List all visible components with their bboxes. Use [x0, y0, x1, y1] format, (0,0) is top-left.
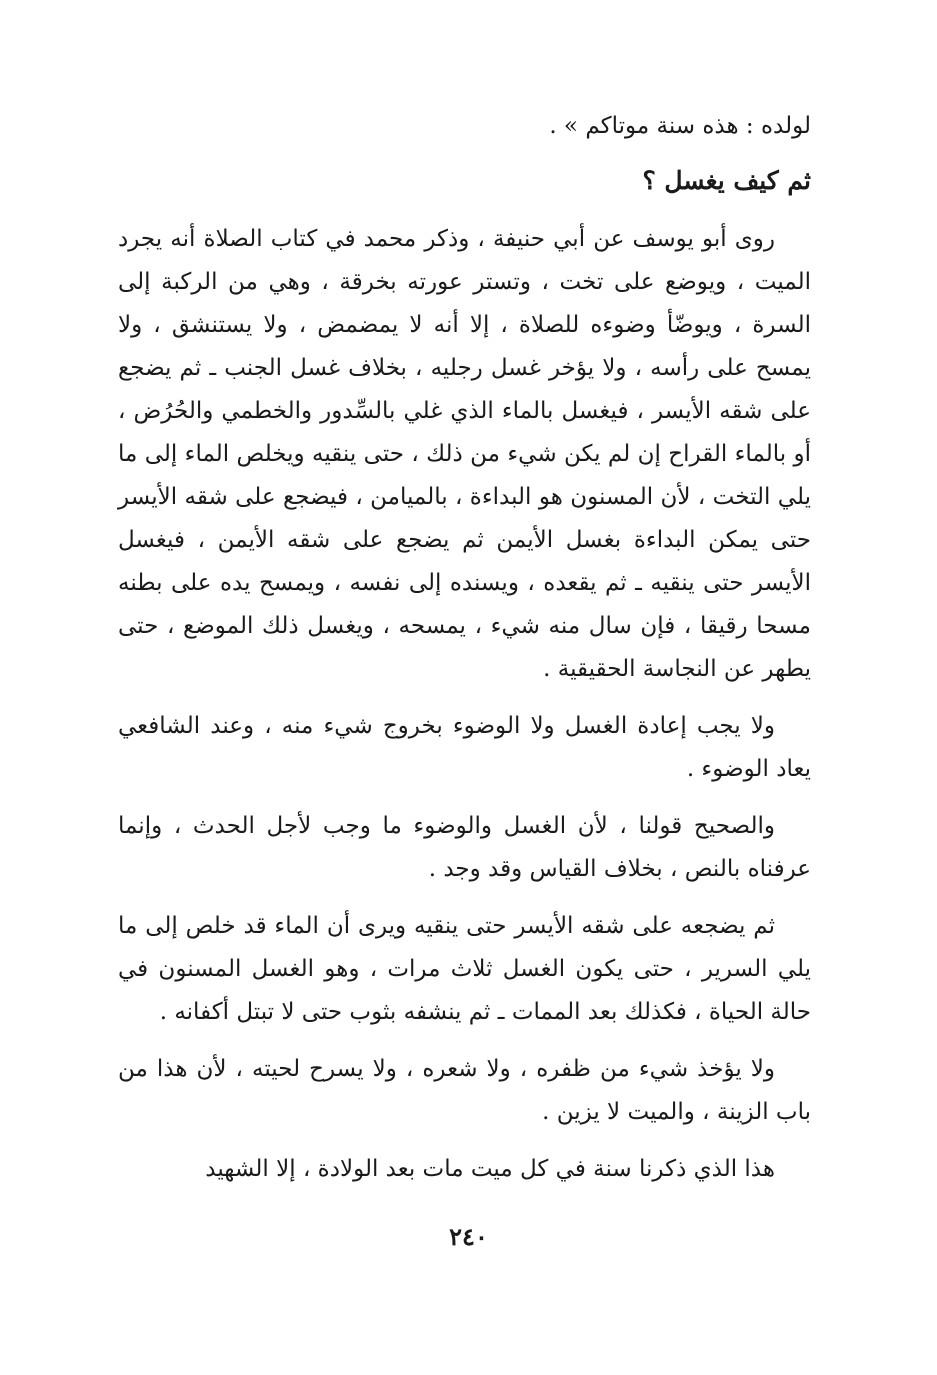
paragraph-3: والصحيح قولنا ، لأن الغسل والوضوء ما وجب لأجل الحدث ، وإنما عرفناه بالنص ، بخلاف القياس وقد وجد .	[118, 813, 811, 882]
page-body	[118, 105, 811, 1205]
paragraph-6: هذا الذي ذكرنا سنة في كل ميت مات بعد الولادة ، إلا الشهيد	[205, 1156, 775, 1182]
section-heading: ثم كيف يغسل ؟	[642, 166, 811, 195]
page-number: ٢٤٠	[449, 1222, 488, 1251]
paragraph-5: ولا يؤخذ شيء من ظفره ، ولا شعره ، ولا يسرح لحيته ، لأن هذا من باب الزينة ، والميت لا يزين .	[118, 1056, 811, 1125]
paragraph-1: روى أبو يوسف عن أبي حنيفة ، وذكر محمد في كتاب الصلاة أنه يجرد الميت ، ويوضع على تخت ، وتستر عورته بخرقة ، وهي من الركبة إلى السرة ، ويوضّأ وضوءه للصلاة ، إلا أنه لا يمضمض ، ولا يستنشق ، ولا يمسح على رأسه ، ولا يؤخر غسل رجليه ، بخلاف غسل الجنب ـ ثم يضجع على شقه الأيسر ، فيغسل بالماء الذي غلي بالسِّدور والخطمي والحُرُض ، أو بالماء القراح إن لم يكن شيء من ذلك ، حتى ينقيه ويخلص الماء إلى ما يلي التخت ، لأن المسنون هو البداءة ، بالميامن ، فيضجع على شقه الأيسر حتى يمكن البداءة بغسل الأيمن ثم يضجع على شقه الأيمن ، فيغسل الأيسر حتى ينقيه ـ ثم يقعده ، ويسنده إلى نفسه ، ويمسح يده على بطنه مسحا رقيقا ، فإن سال منه شيء ، يمسحه ، ويغسل ذلك الموضع ، حتى يطهر عن النجاسة الحقيقية .	[118, 226, 811, 682]
paragraph-4: ثم يضجعه على شقه الأيسر حتى ينقيه ويرى أن الماء قد خلص إلى ما يلي السرير ، حتى يكون الغسل ثلاث مرات ، وهو الغسل المسنون في حالة الحياة ، فكذلك بعد الممات ـ ثم ينشفه بثوب حتى لا تبتل أكفانه .	[118, 913, 811, 1025]
opening-line: لولده : هذه سنة موتاكم » .	[549, 113, 811, 139]
paragraph-2: ولا يجب إعادة الغسل ولا الوضوء بخروج شيء منه ، وعند الشافعي يعاد الوضوء .	[118, 713, 811, 782]
